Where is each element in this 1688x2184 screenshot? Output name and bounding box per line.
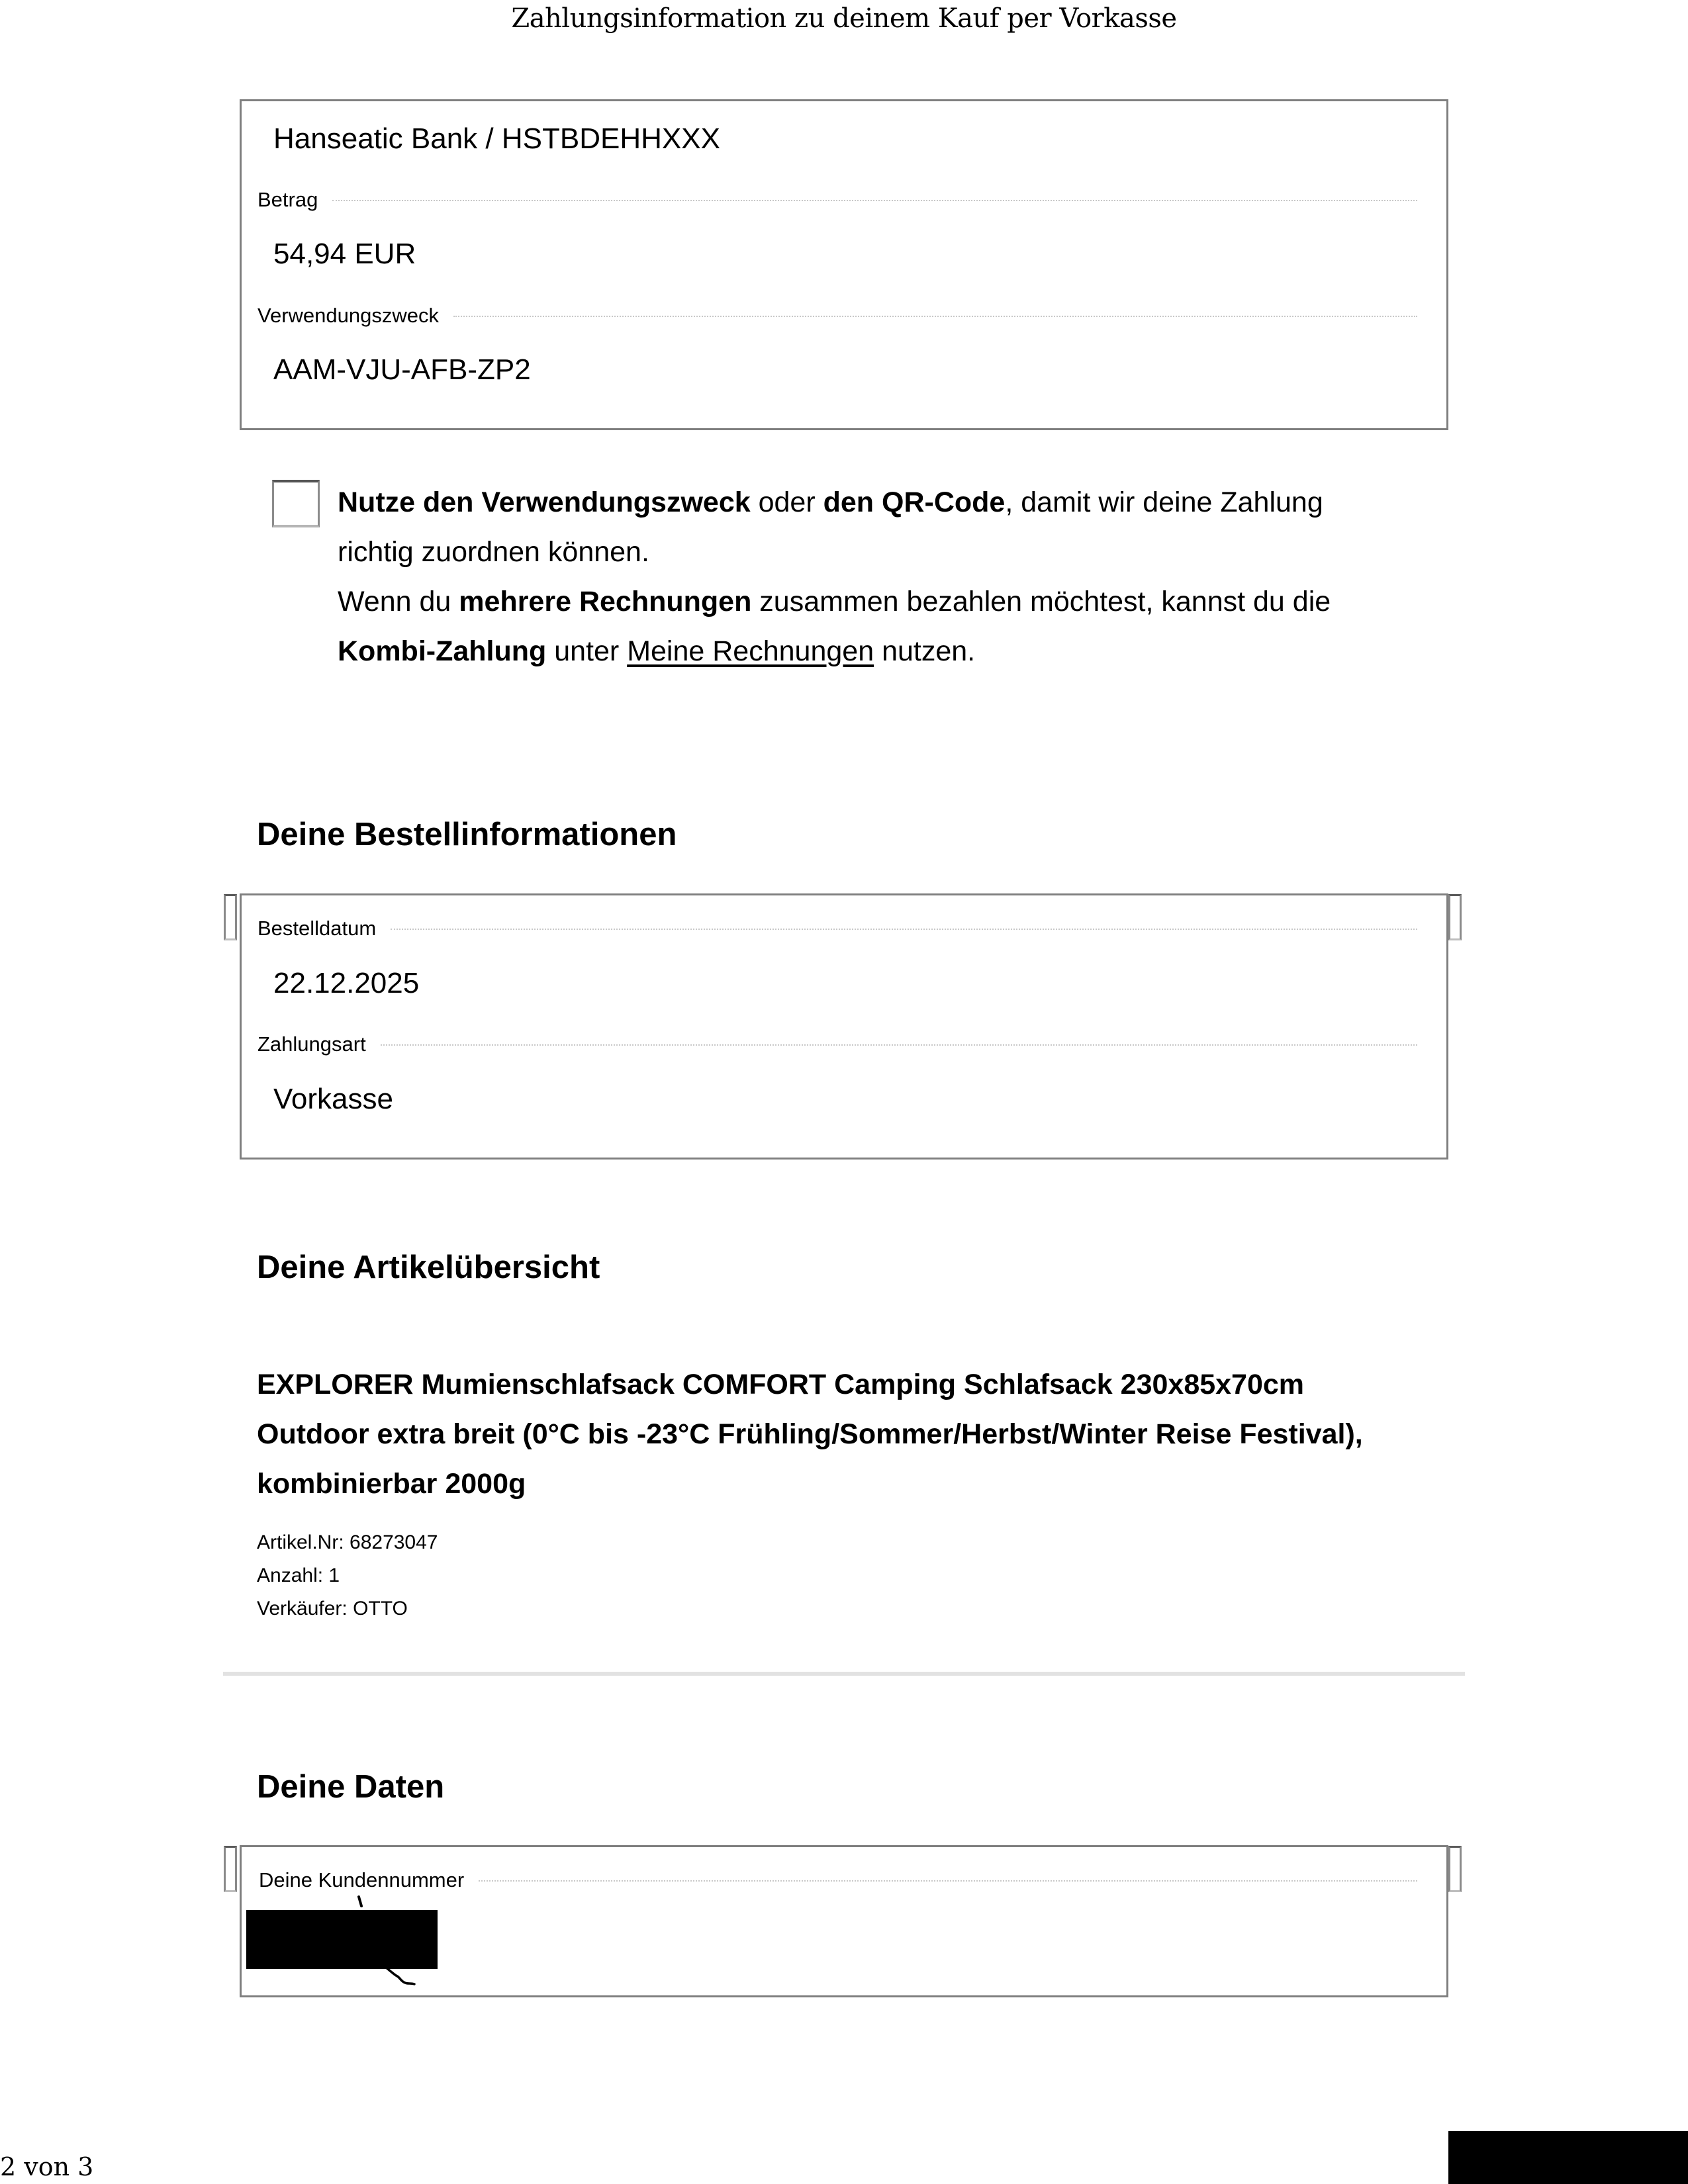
amount-value: 54,94 EUR bbox=[273, 238, 416, 270]
dotted-separator bbox=[381, 1044, 1417, 1046]
reference-label: Verwendungszweck bbox=[258, 304, 439, 327]
page-header-title: Zahlungsinformation zu deinem Kauf per Vorkasse bbox=[511, 3, 1177, 34]
payment-note bbox=[338, 478, 1397, 676]
note-text: unter bbox=[546, 635, 628, 667]
order-date-value: 22.12.2025 bbox=[273, 967, 420, 999]
note-paragraph-1 bbox=[338, 478, 1397, 577]
reference-label-row bbox=[258, 304, 1417, 328]
section-divider bbox=[223, 1672, 1465, 1676]
footer-redaction bbox=[1448, 2131, 1688, 2184]
dotted-separator bbox=[391, 929, 1417, 930]
payment-method-value: Vorkasse bbox=[273, 1083, 393, 1115]
note-bold: den QR-Code bbox=[823, 486, 1006, 518]
note-paragraph-2 bbox=[338, 577, 1397, 676]
order-date-label-row bbox=[258, 917, 1417, 940]
note-text: , damit wir deine Zahlung richtig zuordnen können. bbox=[338, 486, 1323, 568]
article-meta bbox=[257, 1526, 438, 1625]
payment-info-box bbox=[240, 99, 1448, 430]
payment-method-label: Zahlungsart bbox=[258, 1032, 366, 1056]
box-notch-right bbox=[1448, 894, 1462, 940]
redaction-scribble bbox=[351, 1893, 430, 1992]
page-number: 2 von 3 bbox=[0, 2152, 94, 2181]
dotted-separator bbox=[453, 316, 1417, 317]
article-number: Artikel.Nr: 68273047 bbox=[257, 1531, 438, 1553]
box-notch-left bbox=[224, 1846, 237, 1892]
article-seller: Verkäufer: OTTO bbox=[257, 1598, 408, 1619]
payment-method-label-row bbox=[258, 1032, 1417, 1056]
order-info-box bbox=[240, 893, 1448, 1160]
articles-title: Deine Artikelübersicht bbox=[257, 1250, 600, 1285]
info-checkbox[interactable] bbox=[272, 480, 320, 527]
note-text: zusammen bezahlen möchtest, kannst du die bbox=[751, 586, 1331, 617]
order-info-title: Deine Bestellinformationen bbox=[257, 817, 677, 852]
box-notch-right bbox=[1448, 1846, 1462, 1892]
dotted-separator bbox=[332, 200, 1417, 201]
customer-number-label-row bbox=[259, 1868, 1417, 1892]
note-text: nutzen. bbox=[874, 635, 976, 667]
box-notch-left bbox=[224, 894, 237, 940]
bank-name: Hanseatic Bank / HSTBDEHHXXX bbox=[273, 122, 720, 155]
order-date-label: Bestelldatum bbox=[258, 917, 377, 940]
note-bold: Kombi-Zahlung bbox=[338, 635, 547, 667]
note-bold: mehrere Rechnungen bbox=[459, 586, 752, 617]
my-invoices-link[interactable]: Meine Rechnungen bbox=[627, 635, 874, 667]
customer-data-title: Deine Daten bbox=[257, 1769, 445, 1805]
amount-label: Betrag bbox=[258, 188, 318, 211]
amount-label-row bbox=[258, 188, 1417, 212]
note-text: Wenn du bbox=[338, 586, 459, 617]
article-quantity: Anzahl: 1 bbox=[257, 1565, 340, 1586]
customer-number-label: Deine Kundennummer bbox=[259, 1868, 465, 1891]
note-bold: Nutze den Verwendungszweck bbox=[338, 486, 751, 518]
article-name: EXPLORER Mumienschlafsack COMFORT Camping Schlafsack 230x85x70cm Outdoor extra breit (0°C bis -23°C Frühling/Sommer/Herbst/Winter Reise Festival), kombinierbar 2000g bbox=[257, 1369, 1363, 1500]
reference-value: AAM-VJU-AFB-ZP2 bbox=[273, 353, 531, 386]
note-text: oder bbox=[750, 486, 823, 518]
dotted-separator bbox=[479, 1880, 1417, 1882]
